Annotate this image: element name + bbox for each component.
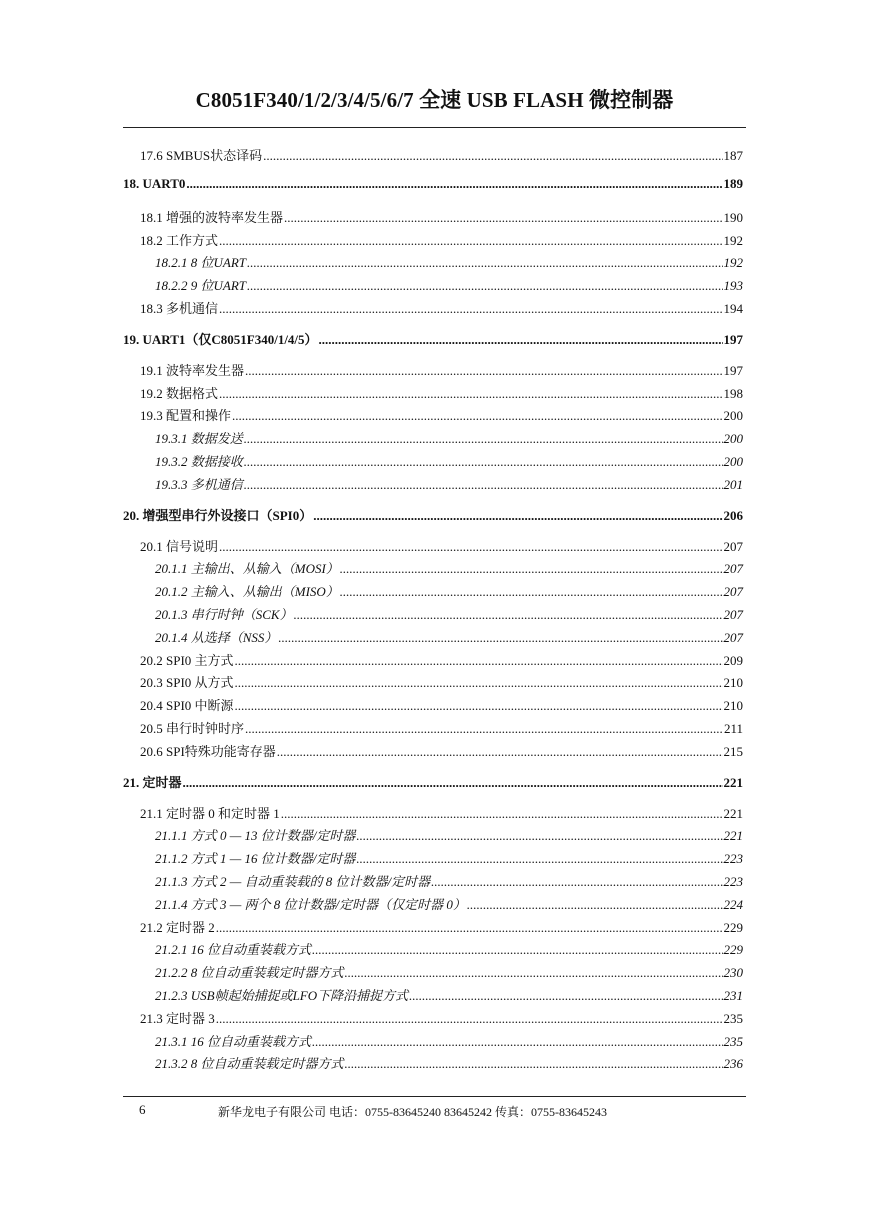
toc-dot-leader <box>219 301 722 317</box>
toc-entry-page: 207 <box>723 584 743 600</box>
toc-entry-page: 197 <box>723 331 743 347</box>
toc-dot-leader <box>247 255 722 271</box>
toc-entry[interactable] <box>123 558 743 581</box>
toc-dot-leader <box>467 897 723 913</box>
toc-entry-title: 18.1 增强的波特率发生器 <box>140 209 284 225</box>
toc-dot-leader <box>340 561 723 577</box>
toc-entry-page: 200 <box>723 453 743 469</box>
toc-dot-leader <box>235 698 723 714</box>
toc-entry-title: 21.2 定时器 2 <box>140 919 215 935</box>
toc-entry-page: 209 <box>723 652 743 668</box>
toc-dot-leader <box>235 653 723 669</box>
toc-entry-page: 192 <box>723 232 743 248</box>
toc-entry-title: 19. UART1（仅C8051F340/1/4/5） <box>123 331 318 347</box>
toc-dot-leader <box>183 775 723 791</box>
toc-entry[interactable] <box>123 848 743 871</box>
toc-entry[interactable] <box>123 1031 743 1054</box>
toc-dot-leader <box>345 965 723 981</box>
toc-entry-title: 21. 定时器 <box>123 774 182 790</box>
toc-dot-leader <box>216 1011 723 1027</box>
toc-entry-title: 19.3.2 数据接收 <box>155 453 243 469</box>
toc-dot-leader <box>245 721 723 737</box>
header-divider <box>123 127 746 128</box>
toc-entry-page: 221 <box>723 805 743 821</box>
toc-entry-title: 20.1.4 从选择（NSS） <box>155 629 278 645</box>
toc-entry-title: 20. 增强型串行外设接口（SPI0） <box>123 507 313 523</box>
toc-entry-title: 21.1.4 方式 3 — 两个 8 位计数器/定时器（仅定时器 0） <box>155 896 466 912</box>
toc-entry[interactable] <box>123 505 743 528</box>
toc-entry[interactable] <box>123 695 743 718</box>
toc-entry[interactable] <box>123 428 743 451</box>
toc-entry-page: 223 <box>723 851 743 867</box>
toc-entry-title: 21.1.1 方式 0 — 13 位计数器/定时器 <box>155 828 356 844</box>
toc-dot-leader <box>319 332 723 348</box>
toc-dot-leader <box>219 233 722 249</box>
toc-dot-leader <box>313 508 722 524</box>
toc-entry[interactable] <box>123 298 743 321</box>
toc-entry-page: 221 <box>723 828 743 844</box>
toc-entry-page: 201 <box>723 476 743 492</box>
toc-entry-title: 20.1 信号说明 <box>140 538 219 554</box>
table-of-contents <box>123 145 743 1076</box>
toc-dot-leader <box>232 408 722 424</box>
toc-entry-title: 20.3 SPI0 从方式 <box>140 675 234 691</box>
toc-entry-title: 20.4 SPI0 中断源 <box>140 698 234 714</box>
toc-entry[interactable] <box>123 451 743 474</box>
toc-entry-page: 223 <box>723 873 743 889</box>
toc-entry[interactable] <box>123 718 743 741</box>
toc-entry-title: 21.2.3 USB帧起始捕捉或LFO下降沿捕捉方式 <box>155 987 409 1003</box>
toc-entry-page: 207 <box>723 561 743 577</box>
toc-dot-leader <box>219 539 722 555</box>
toc-entry-page: 231 <box>723 987 743 1003</box>
toc-entry[interactable] <box>123 939 743 962</box>
toc-entry-page: 200 <box>723 408 743 424</box>
toc-entry-page: 235 <box>723 1033 743 1049</box>
toc-entry-page: 210 <box>723 698 743 714</box>
toc-entry[interactable] <box>123 405 743 428</box>
toc-entry[interactable] <box>123 627 743 650</box>
toc-dot-leader <box>278 630 722 646</box>
toc-entry[interactable] <box>123 803 743 826</box>
toc-entry[interactable] <box>123 252 743 275</box>
toc-dot-leader <box>245 363 722 379</box>
toc-entry[interactable] <box>123 474 743 497</box>
toc-entry[interactable] <box>123 360 743 383</box>
toc-entry-page: 207 <box>723 606 743 622</box>
toc-dot-leader <box>216 920 723 936</box>
toc-entry-title: 20.2 SPI0 主方式 <box>140 652 234 668</box>
toc-dot-leader <box>409 988 722 1004</box>
toc-entry-page: 190 <box>723 209 743 225</box>
toc-entry[interactable] <box>123 741 743 764</box>
page-number: 6 <box>139 1102 146 1117</box>
toc-entry-page: 187 <box>723 148 743 163</box>
toc-entry-title: 18.2.1 8 位UART <box>155 255 247 271</box>
toc-entry-page: 210 <box>723 675 743 691</box>
toc-entry-title: 19.1 波特率发生器 <box>140 362 245 378</box>
toc-entry-page: 224 <box>723 896 743 912</box>
toc-dot-leader <box>247 278 722 294</box>
toc-entry-title: 21.1.3 方式 2 — 自动重装载的 8 位计数器/定时器 <box>155 873 431 889</box>
toc-entry[interactable] <box>123 207 743 230</box>
toc-entry-page: 211 <box>723 720 743 736</box>
toc-entry[interactable] <box>123 871 743 894</box>
toc-entry-page: 221 <box>723 774 743 790</box>
toc-dot-leader <box>219 386 722 402</box>
toc-entry-title: 18.3 多机通信 <box>140 300 219 316</box>
toc-entry-title: 17.6 SMBUS状态译码 <box>140 148 263 163</box>
toc-entry-page: 235 <box>723 1010 743 1026</box>
toc-entry[interactable] <box>123 230 743 253</box>
toc-entry[interactable] <box>123 772 743 795</box>
toc-entry[interactable] <box>123 581 743 604</box>
toc-entry-title: 19.3.3 多机通信 <box>155 476 243 492</box>
toc-entry-page: 215 <box>723 743 743 759</box>
toc-entry-page: 200 <box>723 431 743 447</box>
toc-dot-leader <box>345 1056 723 1072</box>
toc-entry-page: 206 <box>723 507 743 523</box>
toc-entry-page: 236 <box>723 1056 743 1072</box>
toc-entry-page: 198 <box>723 385 743 401</box>
toc-entry-title: 20.6 SPI特殊功能寄存器 <box>140 743 276 759</box>
toc-entry-page: 197 <box>723 362 743 378</box>
toc-entry-title: 18.2 工作方式 <box>140 232 219 248</box>
toc-entry-title: 19.3.1 数据发送 <box>155 431 243 447</box>
toc-entry-page: 207 <box>723 538 743 554</box>
toc-entry[interactable] <box>123 536 743 559</box>
toc-entry[interactable] <box>123 672 743 695</box>
toc-entry-title: 19.3 配置和操作 <box>140 408 232 424</box>
toc-entry[interactable] <box>123 962 743 985</box>
toc-entry-title: 20.1.1 主输出、从输入（MOSI） <box>155 561 339 577</box>
toc-dot-leader <box>235 675 723 691</box>
toc-entry-title: 21.3.2 8 位自动重装载定时器方式 <box>155 1056 344 1072</box>
toc-dot-leader <box>244 431 723 447</box>
toc-entry[interactable] <box>123 825 743 848</box>
toc-entry-title: 21.1.2 方式 1 — 16 位计数器/定时器 <box>155 851 356 867</box>
toc-entry-title: 21.2.2 8 位自动重装载定时器方式 <box>155 965 344 981</box>
toc-entry-page: 207 <box>723 629 743 645</box>
company-contact-info: 新华龙电子有限公司 电话：0755-83645240 83645242 传真：0755-83645243 <box>218 1105 607 1119</box>
toc-dot-leader <box>312 942 722 958</box>
toc-dot-leader <box>263 148 722 164</box>
toc-entry-page: 230 <box>723 965 743 981</box>
toc-dot-leader <box>281 806 723 822</box>
toc-dot-leader <box>284 210 722 226</box>
toc-entry[interactable] <box>123 145 743 168</box>
toc-dot-leader <box>340 584 723 600</box>
toc-dot-leader <box>244 477 723 493</box>
toc-entry[interactable] <box>123 604 743 627</box>
toc-dot-leader <box>431 874 722 890</box>
toc-entry[interactable] <box>123 917 743 940</box>
toc-dot-leader <box>312 1034 722 1050</box>
toc-entry-title: 18.2.2 9 位UART <box>155 278 247 294</box>
toc-dot-leader <box>244 454 723 470</box>
toc-entry-title: 18. UART0 <box>123 175 186 191</box>
toc-entry-title: 20.5 串行时钟时序 <box>140 720 245 736</box>
page-header-title: C8051F340/1/2/3/4/5/6/7 全速 USB FLASH 微控制器 <box>195 88 674 112</box>
toc-entry-page: 189 <box>723 175 743 191</box>
toc-dot-leader <box>186 176 722 192</box>
toc-entry[interactable] <box>123 650 743 673</box>
toc-entry-page: 194 <box>723 300 743 316</box>
toc-entry-title: 20.1.2 主输入、从输出（MISO） <box>155 584 339 600</box>
toc-entry[interactable] <box>123 1053 743 1076</box>
toc-dot-leader <box>356 851 722 867</box>
toc-entry-page: 229 <box>723 942 743 958</box>
toc-entry[interactable] <box>123 383 743 406</box>
toc-dot-leader <box>294 607 723 623</box>
toc-dot-leader <box>277 744 723 760</box>
toc-entry-title: 19.2 数据格式 <box>140 385 219 401</box>
toc-entry[interactable] <box>123 176 743 199</box>
toc-entry[interactable] <box>123 985 743 1008</box>
toc-entry-title: 21.3 定时器 3 <box>140 1010 215 1026</box>
toc-entry[interactable] <box>123 1008 743 1031</box>
toc-entry[interactable] <box>123 894 743 917</box>
toc-entry-page: 193 <box>723 278 743 294</box>
toc-dot-leader <box>356 828 722 844</box>
toc-entry-title: 21.2.1 16 位自动重装载方式 <box>155 942 312 958</box>
toc-entry[interactable] <box>123 329 743 352</box>
toc-entry-title: 21.3.1 16 位自动重装载方式 <box>155 1033 312 1049</box>
toc-entry-page: 229 <box>723 919 743 935</box>
toc-entry-title: 20.1.3 串行时钟（SCK） <box>155 606 293 622</box>
toc-entry[interactable] <box>123 275 743 298</box>
toc-entry-page: 192 <box>723 255 743 271</box>
toc-entry-title: 21.1 定时器 0 和定时器 1 <box>140 805 280 821</box>
footer-divider <box>123 1096 746 1097</box>
